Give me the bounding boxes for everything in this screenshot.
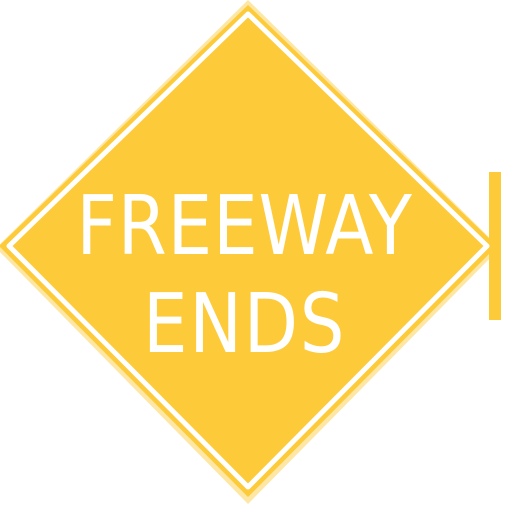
sign-text-line-1: FREEWAY — [76, 179, 413, 274]
sign-text-line-2: ENDS — [142, 277, 347, 372]
